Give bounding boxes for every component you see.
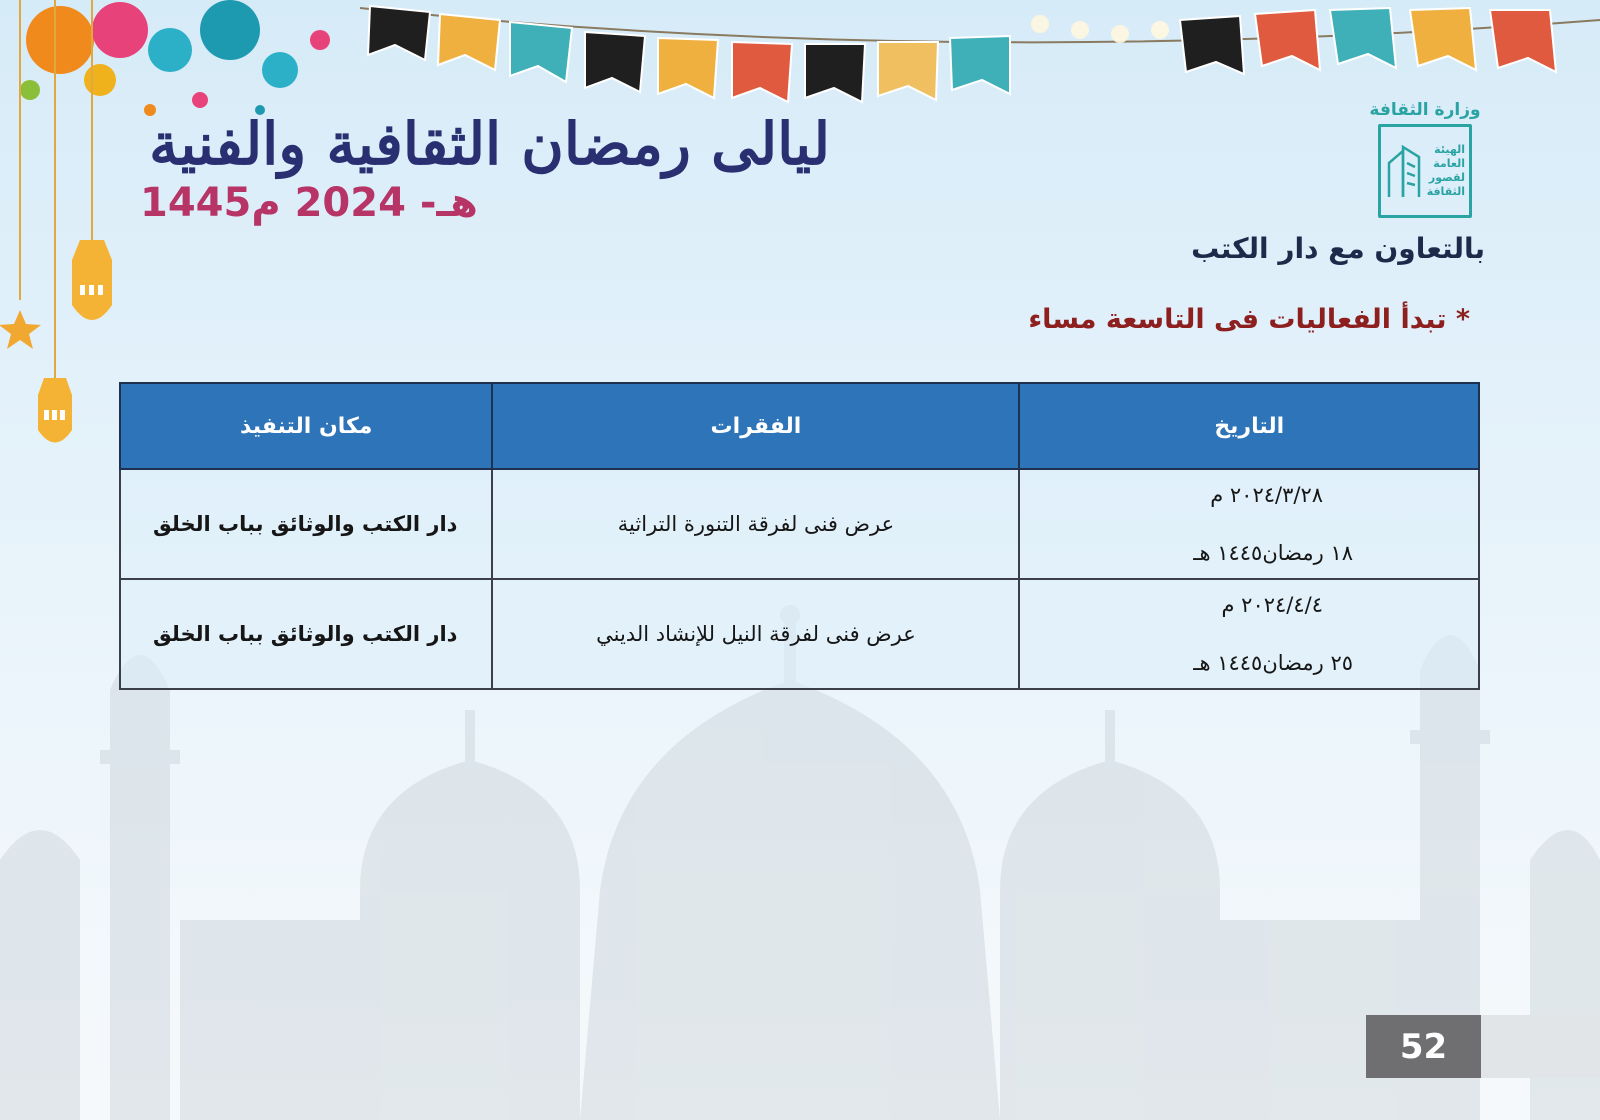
page-title: ليالى رمضان الثقافية والفنية xyxy=(149,110,830,178)
page-subtitle: 1445هـ- 2024 م xyxy=(140,180,478,226)
logo-ministry-name: وزارة الثقافة xyxy=(1369,100,1481,120)
venue-cell: دار الكتب والوثائق بباب الخلق xyxy=(120,469,492,579)
table-row xyxy=(120,579,1479,689)
start-time-note: * تبدأ الفعاليات فى التاسعة مساء xyxy=(1028,304,1470,335)
star-icon xyxy=(0,310,41,349)
cooperation-note: بالتعاون مع دار الكتب xyxy=(1191,232,1485,265)
hijri-date: ١٨ رمضان١٤٤٥ هـ xyxy=(1193,541,1353,565)
logo-emblem xyxy=(1378,124,1472,218)
building-icon xyxy=(1385,141,1423,201)
item-cell: عرض فنى لفرقة النيل للإنشاد الديني xyxy=(492,579,1019,689)
page-number: 52 xyxy=(1366,1015,1481,1078)
logo-emblem-text: الهيئة العامة لقصور الثقافة xyxy=(1426,143,1465,198)
gregorian-date: ٢٠٢٤/٤/٤ م xyxy=(1221,593,1323,617)
item-cell: عرض فنى لفرقة التنورة التراثية xyxy=(492,469,1019,579)
header-items: الفقرات xyxy=(492,383,1019,469)
table-header-row xyxy=(120,383,1479,469)
header-venue: مكان التنفيذ xyxy=(120,383,492,469)
events-table xyxy=(119,382,1480,690)
gregorian-date: ٢٠٢٤/٣/٢٨ م xyxy=(1210,483,1323,507)
header-date: التاريخ xyxy=(1019,383,1479,469)
date-cell xyxy=(1019,469,1479,579)
ministry-logo xyxy=(1370,100,1480,226)
date-cell xyxy=(1019,579,1479,689)
hijri-date: ٢٥ رمضان١٤٤٥ هـ xyxy=(1193,651,1353,675)
table-row xyxy=(120,469,1479,579)
venue-cell: دار الكتب والوثائق بباب الخلق xyxy=(120,579,492,689)
